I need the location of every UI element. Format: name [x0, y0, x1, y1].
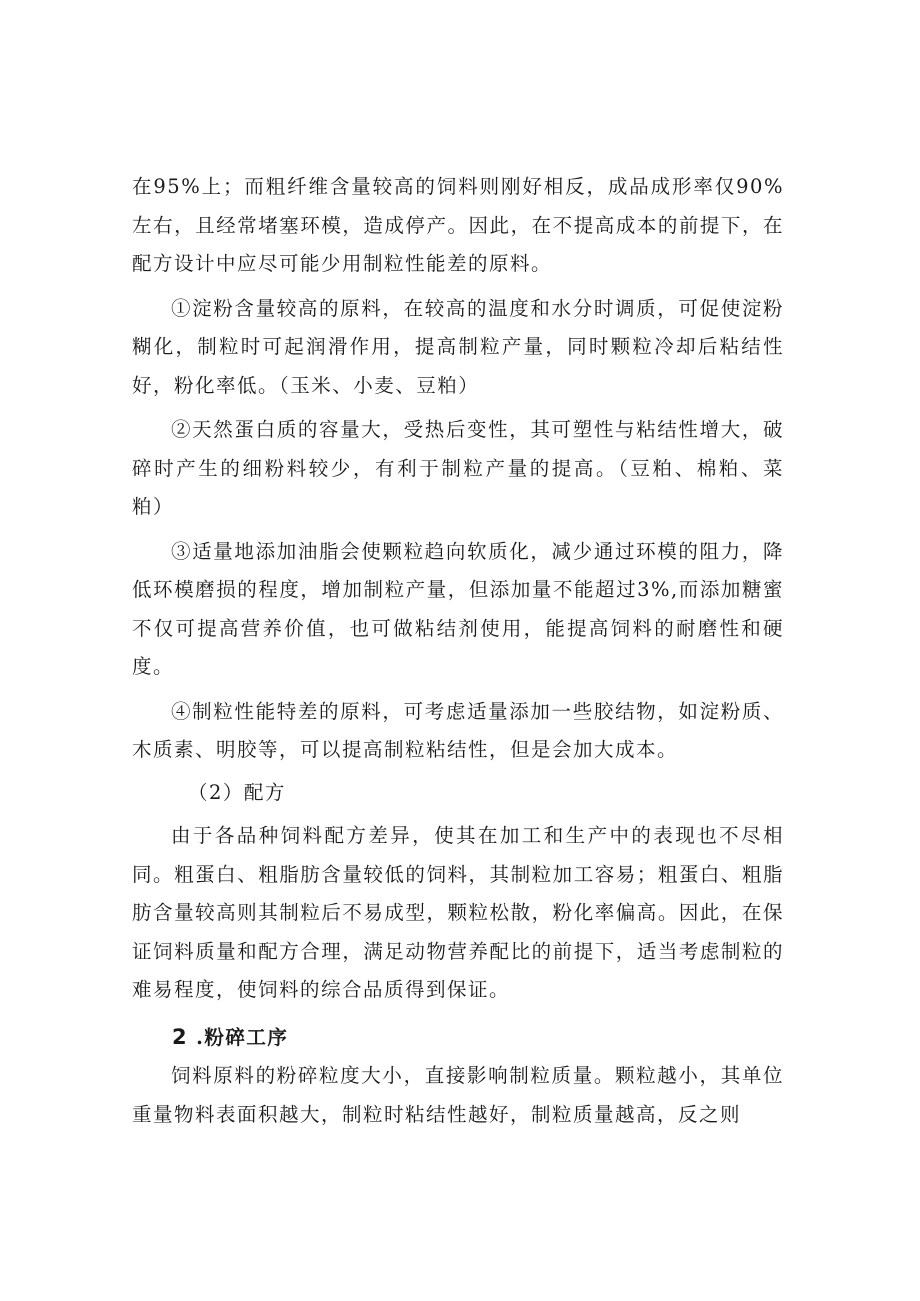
paragraph-starch-materials: ①淀粉含量较高的原料，在较高的温度和水分时调质，可促使淀粉糊化，制粒时可起润滑作用，提高制粒产量，同时颗粒冷却后粘结性好，粉化率低。（玉米、小麦、豆粕）	[132, 296, 784, 397]
paragraph-oil-fat: ③适量地添加油脂会使颗粒趋向软质化，减少通过环模的阻力，降低环模磨损的程度，增加制粒产量，但添加量不能超过3%,而添加糖蜜不仅可提高营养价值，也可做粘结剂使用，能提高饲料的耐磨性和硬度。	[132, 539, 784, 678]
section-heading	[132, 1018, 784, 1058]
paragraph-poor-pelleting: ④制粒性能特差的原料，可考虑适量添加一些胶结物，如淀粉质、木质素、明胶等，可以提高制粒粘结性，但是会加大成本。	[132, 699, 784, 761]
subheading-formula: （2）配方	[188, 780, 286, 804]
section-title: .粉碎工序	[196, 1025, 289, 1049]
document-body	[132, 168, 784, 1134]
section-number: 2	[172, 1024, 189, 1049]
paragraph-formula: 由于各品种饲料配方差异，使其在加工和生产中的表现也不尽相同。粗蛋白、粗脂肪含量较低的饲料，其制粒加工容易；粗蛋白、粗脂肪含量较高则其制粒后不易成型，颗粒松散，粉化率偏高。因此，在保证饲料质量和配方合理，满足动物营养配比的前提下，适当考虑制粒的难易程度，使饲料的综合品质得到保证。	[132, 824, 784, 1001]
paragraph-grinding: 饲料原料的粉碎粒度大小，直接影响制粒质量。颗粒越小，其单位重量物料表面积越大，制粒时粘结性越好，制粒质量越高，反之则	[132, 1064, 784, 1126]
paragraph-natural-protein: ②天然蛋白质的容量大，受热后变性，其可塑性与粘结性增大，破碎时产生的细粉料较少，有利于制粒产量的提高。（豆粕、棉粕、菜粕）	[132, 418, 784, 518]
paragraph-continuation: 在95%上；而粗纤维含量较高的饲料则刚好相反，成品成形率仅90%左右，且经常堵塞环模，造成停产。因此，在不提高成本的前提下，在配方设计中应尽可能少用制粒性能差的原料。	[132, 175, 784, 275]
